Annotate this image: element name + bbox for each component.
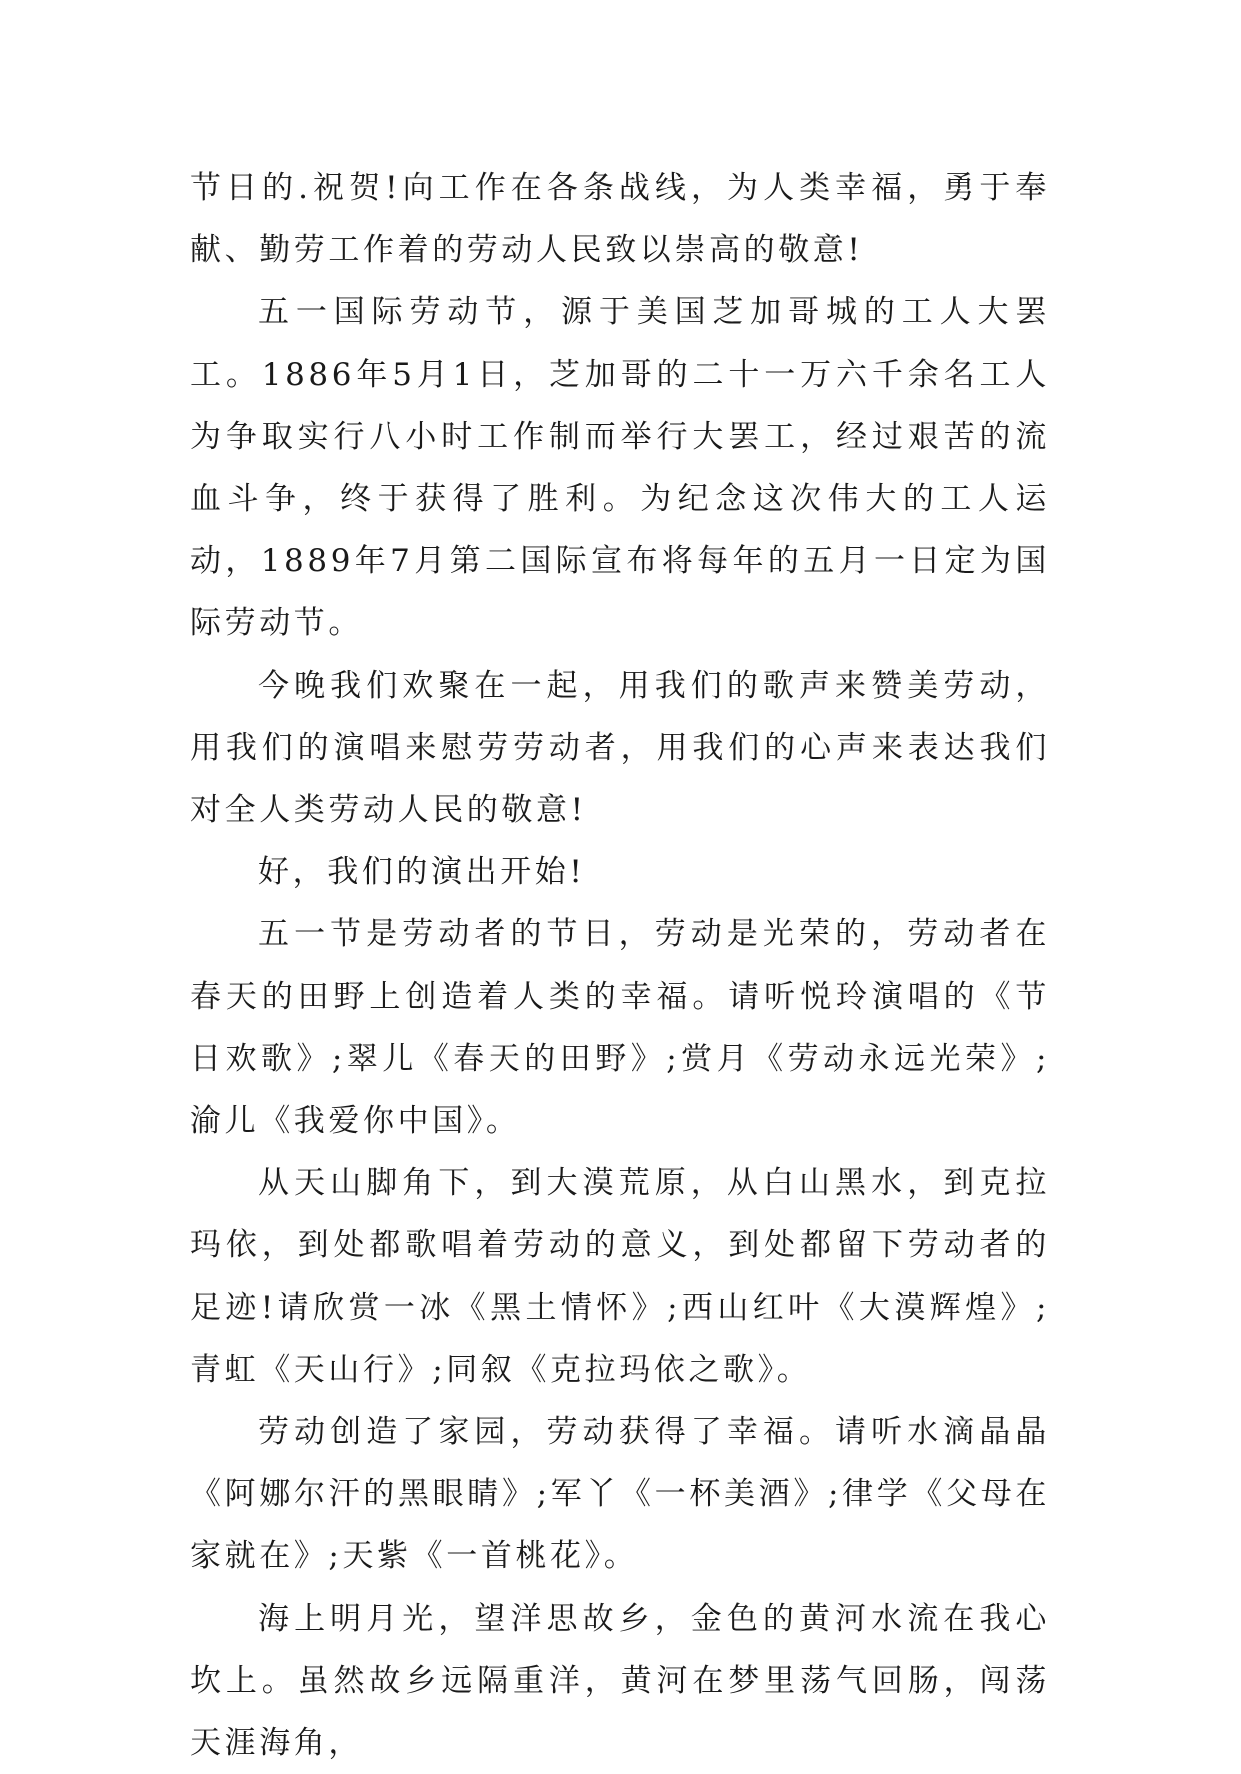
paragraph-program-four: 海上明月光，望洋思故乡，金色的黄河水流在我心坎上。虽然故乡远隔重洋，黄河在梦里荡气回肠，闯荡天涯海角， bbox=[190, 1600, 1050, 1762]
paragraph-tonight-gathering: 今晚我们欢聚在一起，用我们的歌声来赞美劳动，用我们的演唱来慰劳劳动者，用我们的心声来表达我们对全人类劳动人民的敬意! bbox=[190, 667, 1050, 829]
document-body bbox=[190, 157, 1050, 1774]
paragraph-program-one: 五一节是劳动者的节日，劳动是光荣的，劳动者在春天的田野上创造着人类的幸福。请听悦玲演唱的《节日欢歌》;翠儿《春天的田野》;赏月《劳动永远光荣》;渝儿《我爱你中国》。 bbox=[190, 916, 1050, 1140]
paragraph-may-day-origin: 五一国际劳动节，源于美国芝加哥城的工人大罢工。1886年5月1日，芝加哥的二十一万六千余名工人为争取实行八小时工作制而举行大罢工，经过艰苦的流血斗争，终于获得了胜利。为纪念这次伟大的工人运动，1889年7月第二国际宣布将每年的五月一日定为国际劳动节。 bbox=[190, 294, 1050, 642]
paragraph-program-two: 从天山脚角下，到大漠荒原，从白山黑水，到克拉玛依，到处都歌唱着劳动的意义，到处都留下劳动者的足迹!请欣赏一冰《黑土情怀》;西山红叶《大漠辉煌》;青虹《天山行》;同叙《克拉玛依之歌》。 bbox=[190, 1165, 1050, 1388]
paragraph-greeting: 节日的.祝贺!向工作在各条战线，为人类幸福，勇于奉献、勤劳工作着的劳动人民致以崇高的敬意! bbox=[190, 170, 1050, 269]
paragraph-show-start: 好，我们的演出开始! bbox=[258, 854, 586, 891]
paragraph-program-three: 劳动创造了家园，劳动获得了幸福。请听水滴晶晶《阿娜尔汗的黑眼睛》;军丫《一杯美酒》;律学《父母在家就在》;天紫《一首桃花》。 bbox=[190, 1414, 1050, 1575]
